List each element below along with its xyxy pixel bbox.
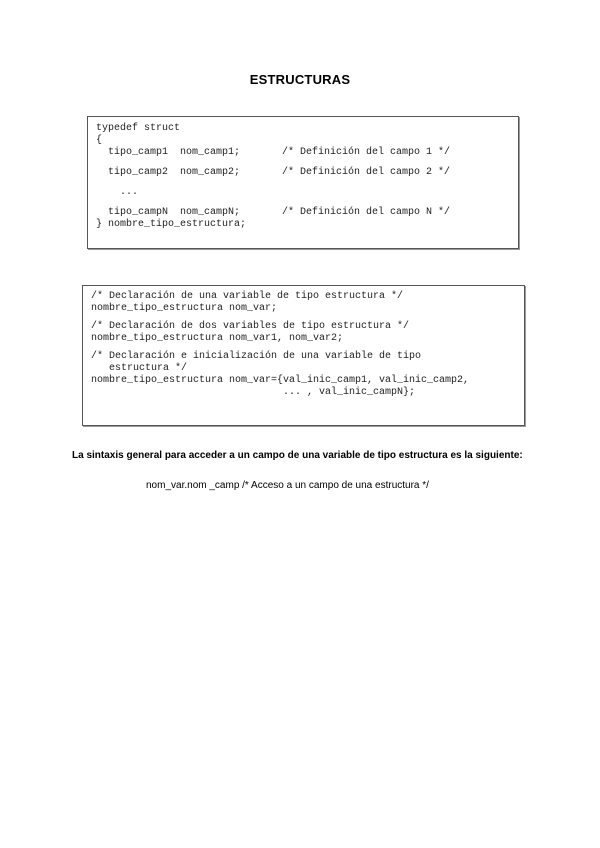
code-line: /* Declaración e inicialización de una variable de tipo <box>91 351 422 362</box>
code-line: estructura */ <box>91 363 188 374</box>
access-example-line: nom_var.nom _camp /* Acceso a un campo de una estructura */ <box>146 480 429 491</box>
code-line: /* Declaración de dos variables de tipo estructura */ <box>91 321 410 332</box>
code-line: { <box>96 135 103 146</box>
code-line: tipo_camp1 nom_camp1; /* Definición del campo 1 */ <box>96 147 451 158</box>
access-syntax-paragraph: La sintaxis general para acceder a un campo de una variable de tipo estructura es la siguiente: <box>72 450 523 461</box>
code-line: nombre_tipo_estructura nom_var1, nom_var2; <box>91 333 344 344</box>
code-line: ... <box>96 187 139 198</box>
struct-definition-code-box <box>87 116 519 249</box>
code-line: typedef struct <box>96 123 181 134</box>
code-line: nombre_tipo_estructura nom_var; <box>91 303 278 314</box>
code-line: ... , val_inic_campN}; <box>91 387 416 398</box>
code-line: tipo_camp2 nom_camp2; /* Definición del campo 2 */ <box>96 167 451 178</box>
code-line: } nombre_tipo_estructura; <box>96 219 247 230</box>
code-line: tipo_campN nom_campN; /* Definición del campo N */ <box>96 207 451 218</box>
declarations-code-box <box>82 285 525 426</box>
code-line: /* Declaración de una variable de tipo estructura */ <box>91 291 404 302</box>
code-line: nombre_tipo_estructura nom_var={val_inic_camp1, val_inic_camp2, <box>91 375 470 386</box>
page-title: ESTRUCTURAS <box>249 72 351 87</box>
